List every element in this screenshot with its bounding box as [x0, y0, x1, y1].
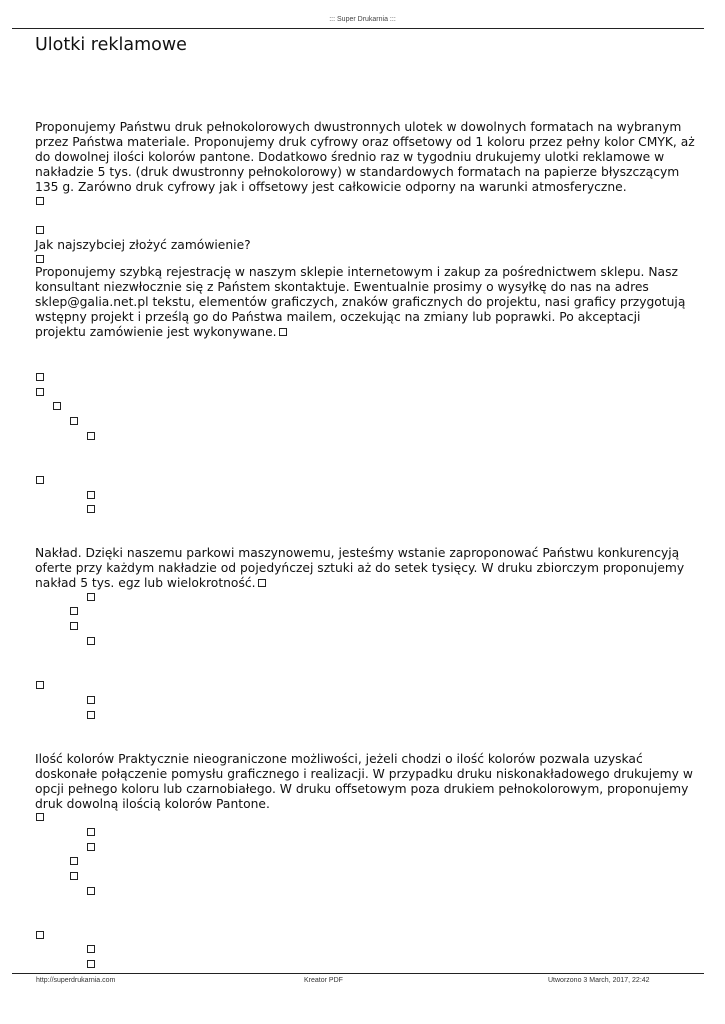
placeholder-glyph [36, 255, 44, 263]
footer-url-link[interactable]: http://superdrukarnia.com [36, 977, 116, 984]
placeholder-glyph [70, 607, 78, 615]
placeholder-glyph [87, 945, 95, 953]
placeholder-glyph [87, 843, 95, 851]
placeholder-glyph [87, 432, 95, 440]
placeholder-glyph [87, 828, 95, 836]
header-rule [12, 28, 704, 29]
intro-paragraph: Proponujemy Państwu druk pełnokolorowych dwustronnych ulotek w dowolnych formatach na wybranym przez Państwa materiale. Proponujemy druk cyfrowy oraz offsetowy od 1 koloru przez pełny kolor CMYK, aż do dowolnej ilości kolorów pantone. Dodatkowo średnio raz w tygodniu drukujemy ulotki reklamowe w nakładzie 5 tys. (druk dwustronny pełnokolorowy) w standardowych formatach na papierze błyszczącym 135 g. Zarówno druk cyfrowy jak i offsetowy jest całkowicie odporny na warunki atmosferyczne. [35, 120, 695, 194]
naklad-paragraph [35, 546, 695, 591]
placeholder-glyph [36, 813, 44, 821]
placeholder-glyph [36, 373, 44, 381]
placeholder-glyph [36, 476, 44, 484]
placeholder-glyph [87, 960, 95, 968]
page-header: ::: Super Drukarnia ::: [329, 16, 396, 23]
placeholder-glyph [87, 505, 95, 513]
placeholder-glyph [258, 579, 266, 587]
placeholder-glyph [36, 388, 44, 396]
page-title: Ulotki reklamowe [35, 35, 187, 55]
footer-created-date: Utworzono 3 March, 2017, 22:42 [548, 977, 650, 984]
placeholder-glyph [87, 593, 95, 601]
placeholder-glyph [87, 696, 95, 704]
placeholder-glyph [70, 857, 78, 865]
placeholder-glyph [70, 417, 78, 425]
placeholder-glyph [36, 197, 44, 205]
placeholder-glyph [87, 711, 95, 719]
placeholder-glyph [36, 226, 44, 234]
placeholder-glyph [279, 328, 287, 336]
order-question: Jak najszybciej złożyć zamówienie? [35, 238, 251, 252]
placeholder-glyph [70, 872, 78, 880]
order-paragraph-text: Proponujemy szybką rejestrację w naszym sklepie internetowym i zakup za pośrednictwem sklepu. Nasz konsultant niezwłocznie się z Państem skontaktuje. Ewentualnie prosimy o wysyłkę do nas na adres sklep@galia.net.pl tekstu, elementów graficzych, znaków graficznych do projektu, nasi graficy przygotują wstępny projekt i prześlą go do Państwa mailem, oczekując na zmiany lub poprawki. Po akceptacji projektu zamówienie jest wykonywane. [35, 265, 686, 339]
naklad-paragraph-text: Nakład. Dzięki naszemu parkowi maszynowemu, jesteśmy wstanie zaproponować Państwu konkurencyją oferte przy każdym nakładzie od pojedyńczej sztuki aż do setek tysięcy. W druku zbiorczym proponujemy nakład 5 tys. egz lub wielokrotność. [35, 546, 685, 590]
footer-center-text: Kreator PDF [304, 977, 343, 984]
placeholder-glyph [53, 402, 61, 410]
order-paragraph [35, 265, 695, 340]
footer-rule [12, 973, 704, 974]
placeholder-glyph [87, 887, 95, 895]
placeholder-glyph [87, 491, 95, 499]
placeholder-glyph [36, 681, 44, 689]
kolory-paragraph: Ilość kolorów Praktycznie nieograniczone możliwości, jeżeli chodzi o ilość kolorów pozwala uzyskać doskonałe połączenie pomysłu graficznego i realizacji. W przypadku druku niskonakładowego drukujemy w opcji pełnego koloru lub czarnobiałego. W druku offsetowym poza drukiem pełnokolorowym, proponujemy druk dowolną ilością kolorów Pantone. [35, 752, 693, 811]
placeholder-glyph [70, 622, 78, 630]
placeholder-glyph [36, 931, 44, 939]
placeholder-glyph [87, 637, 95, 645]
